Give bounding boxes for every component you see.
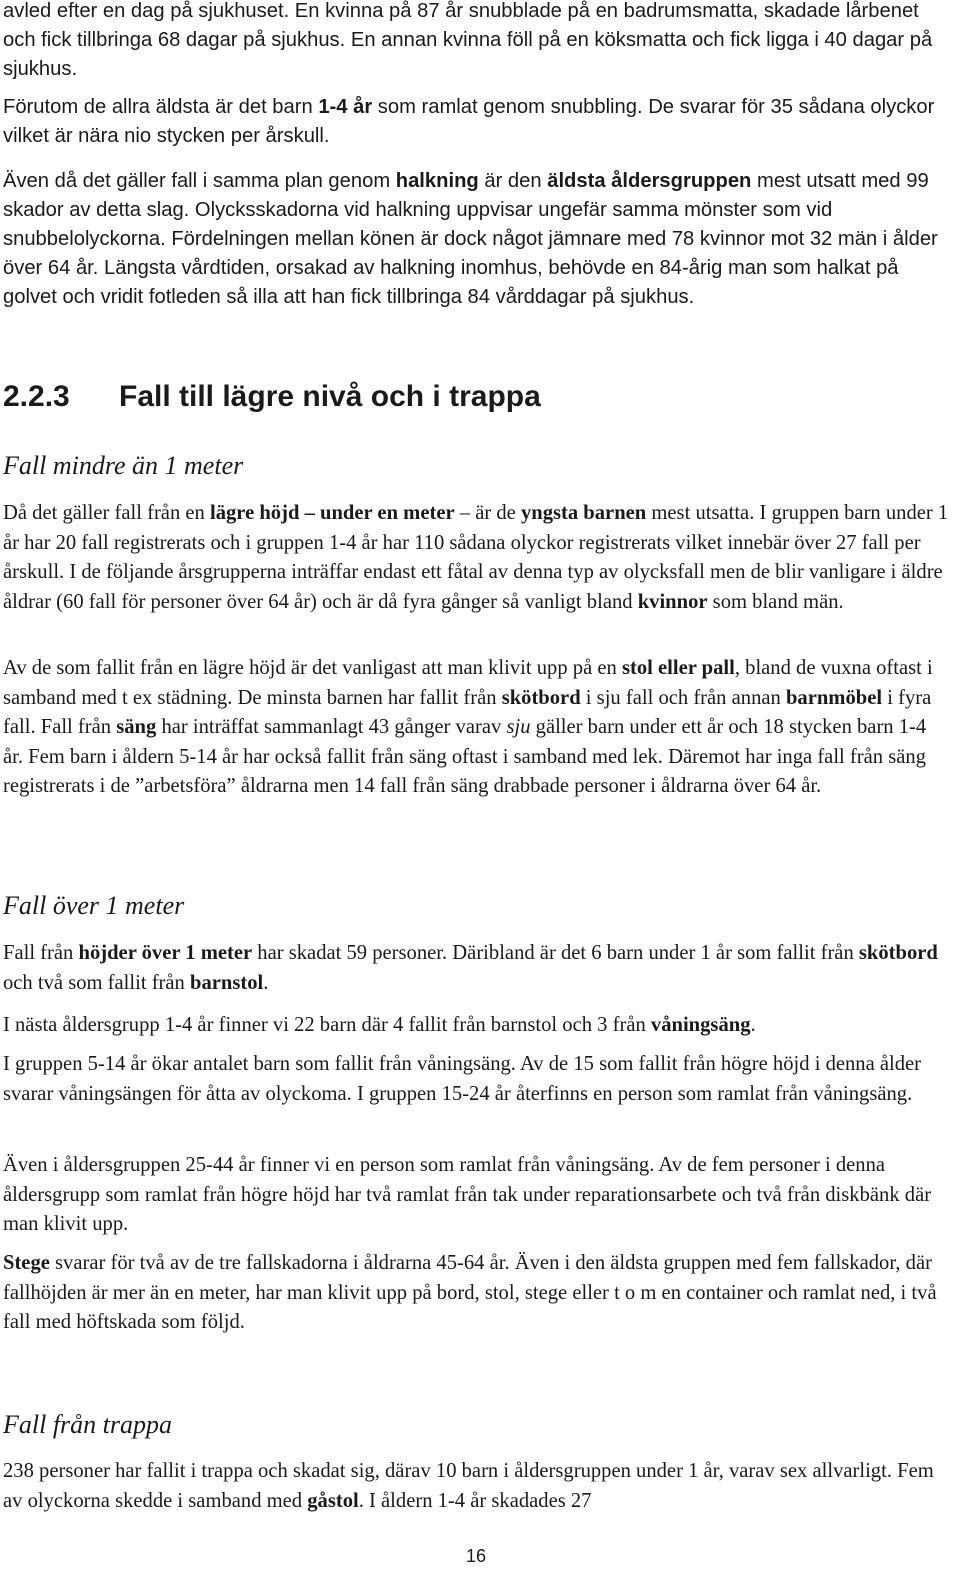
paragraph-lower-height bbox=[3, 499, 949, 617]
paragraph-higher bbox=[3, 939, 949, 998]
text-run: i sju fall och från annan bbox=[580, 686, 786, 709]
subheading-over-1m: Fall över 1 meter bbox=[3, 891, 185, 920]
text-run: gäller barn under ett år och 18 stycken barn 1-4 år. Fem barn i åldern 5-14 år har också fallit från säng oftast i samband med lek. Däremot har inga fall från säng registrerats i de ”arbetsföra” åldrarna men 14 fall från säng drabbade personer i åldrarna över 64 år. bbox=[3, 716, 927, 797]
text-run: . I åldern 1-4 år skadades 27 bbox=[358, 1489, 592, 1512]
bold-term: barnstol bbox=[190, 971, 264, 994]
page-number: 16 bbox=[466, 1546, 487, 1566]
bold-term: 1-4 år bbox=[318, 96, 373, 118]
paragraph-age-5-14 bbox=[3, 1050, 949, 1109]
text-run: . bbox=[750, 1014, 756, 1036]
text-run: har skadat 59 personer. Däribland är det 6 barn under 1 år som fallit från bbox=[252, 942, 859, 964]
italic-term: sju bbox=[506, 716, 531, 738]
text-run: har inträffat sammanlagt 43 gånger varav bbox=[156, 716, 507, 738]
paragraph-furniture bbox=[3, 654, 949, 802]
text-run: som ramlat genom snubbling. De svarar för 35 sådana olyckor vilket är nära nio stycken per årskull. bbox=[3, 96, 935, 147]
text-run: Då det gäller fall från en bbox=[3, 502, 210, 524]
bold-term: lägre höjd – under en meter bbox=[209, 502, 455, 524]
paragraph-text: avled efter en dag på sjukhuset. En kvinna på 87 år snubblade på en badrumsmatta, skadade lårbenet och fick tillbringa 68 dagar på sjukhus. En annan kvinna föll på en köksmatta och fick ligga i 40 dagar på sjukhus. bbox=[3, 0, 933, 80]
bold-term: kvinnor bbox=[637, 590, 708, 613]
paragraph-text: Även i åldersgruppen 25-44 år finner vi en person som ramlat från våningsäng. Av de fem personer i denna åldersgrupp som ramlat från högre höjd har två ramlat från tak under reparationsarbete och två från diskbänk där man klivit upp. bbox=[3, 1154, 932, 1235]
text-run: . bbox=[263, 971, 269, 994]
bold-term: yngsta barnen bbox=[520, 502, 647, 524]
text-run: och två som fallit från bbox=[3, 971, 191, 994]
bold-term: höjder över 1 meter bbox=[78, 942, 253, 964]
paragraph-stairs bbox=[3, 1457, 949, 1516]
bold-term: Stege bbox=[3, 1252, 50, 1274]
text-run: – är de bbox=[454, 502, 521, 524]
text-run: Fall från bbox=[3, 942, 79, 964]
bold-term: halkning bbox=[395, 170, 479, 192]
text-run: Även då det gäller fall i samma plan genom bbox=[3, 170, 396, 192]
bold-term: skötbord bbox=[858, 942, 938, 964]
text-run: I nästa åldersgrupp 1-4 år finner vi 22 barn där 4 fallit från barnstol och 3 från bbox=[3, 1014, 651, 1036]
text-run: är den bbox=[478, 170, 548, 192]
bold-term: våningsäng bbox=[650, 1014, 751, 1036]
text-run: mest utsatta. I gruppen barn under 1 år har 20 fall registrerats och i gruppen 1-4 år har 110 sådana olyckor registrerats vilket innebär över 27 fall per årskull. I de följande årsgrupperna inträffar endast ett fåtal av denna typ av olycksfall men de blir vanligare i äldre åldrar (60 fall för personer över 64 år) och är då fyra gånger så vanligt bland bbox=[3, 502, 949, 613]
paragraph-age-1-4 bbox=[3, 1011, 756, 1041]
bold-term: skötbord bbox=[501, 686, 581, 709]
paragraph-snubbling bbox=[3, 93, 949, 151]
text-run: 238 personer har fallit i trappa och skadat sig, därav 10 barn i åldersgruppen under 1 år, varav sex allvarligt. Fem av olyckorna skedde i samband med bbox=[3, 1460, 934, 1512]
bold-term: säng bbox=[116, 716, 157, 738]
paragraph-halkning bbox=[3, 167, 949, 312]
section-title: Fall till lägre nivå och i trappa bbox=[119, 380, 541, 413]
text-run: Av de som fallit från en lägre höjd är det vanligast att man klivit upp på en bbox=[3, 657, 622, 679]
paragraph-age-25-44 bbox=[3, 1151, 949, 1240]
text-run: , bland de vuxna oftast i samband med t ex städning. De minsta barnen har fallit från bbox=[3, 657, 933, 709]
section-heading bbox=[3, 380, 541, 414]
section-number: 2.2.3 bbox=[3, 380, 70, 413]
bold-term: barnmöbel bbox=[785, 686, 883, 709]
paragraph-ladder bbox=[3, 1249, 949, 1338]
bold-term: stol eller pall bbox=[621, 657, 735, 679]
subheading-under-1m: Fall mindre än 1 meter bbox=[3, 451, 244, 480]
paragraph-text: I gruppen 5-14 år ökar antalet barn som fallit från våningsäng. Av de 15 som fallit från högre höjd i denna ålder svarar våningsängen för åtta av olyckoma. I gruppen 15-24 år återfinns en person som ramlat från våningsäng. bbox=[3, 1053, 922, 1105]
text-run: svarar för två av de tre fallskadorna i åldrarna 45-64 år. Även i den äldsta gruppen med fem fallskador, där fallhöjden är mer än en meter, har man klivit upp på bord, stol, stege eller t o m en container och ramlat ned, i två fall med höftskada som följd. bbox=[3, 1252, 937, 1333]
bold-term: gåstol bbox=[307, 1489, 359, 1512]
text-run: som bland män. bbox=[707, 590, 844, 613]
paragraph-intro bbox=[3, 0, 949, 84]
text-run: i fyra fall. Fall från bbox=[3, 686, 932, 738]
bold-term: äldsta åldersgruppen bbox=[547, 170, 752, 192]
text-run: Förutom de allra äldsta är det barn bbox=[3, 96, 319, 118]
subheading-stairs: Fall från trappa bbox=[3, 1410, 173, 1439]
text-run: mest utsatt med 99 skador av detta slag. Olycksskadorna vid halkning uppvisar ungefär samma mönster som vid snubbelolyckorna. Fördelningen mellan könen är dock något jämnare med 78 kvinnor mot 32 män i ålder över 64 år. Längsta vårdtiden, orsakad av halkning inomhus, behövde en 84-årig man som halkat på golvet och vridit fotleden så illa att han fick tillbringa 84 vårddagar på sjukhus. bbox=[3, 170, 938, 308]
